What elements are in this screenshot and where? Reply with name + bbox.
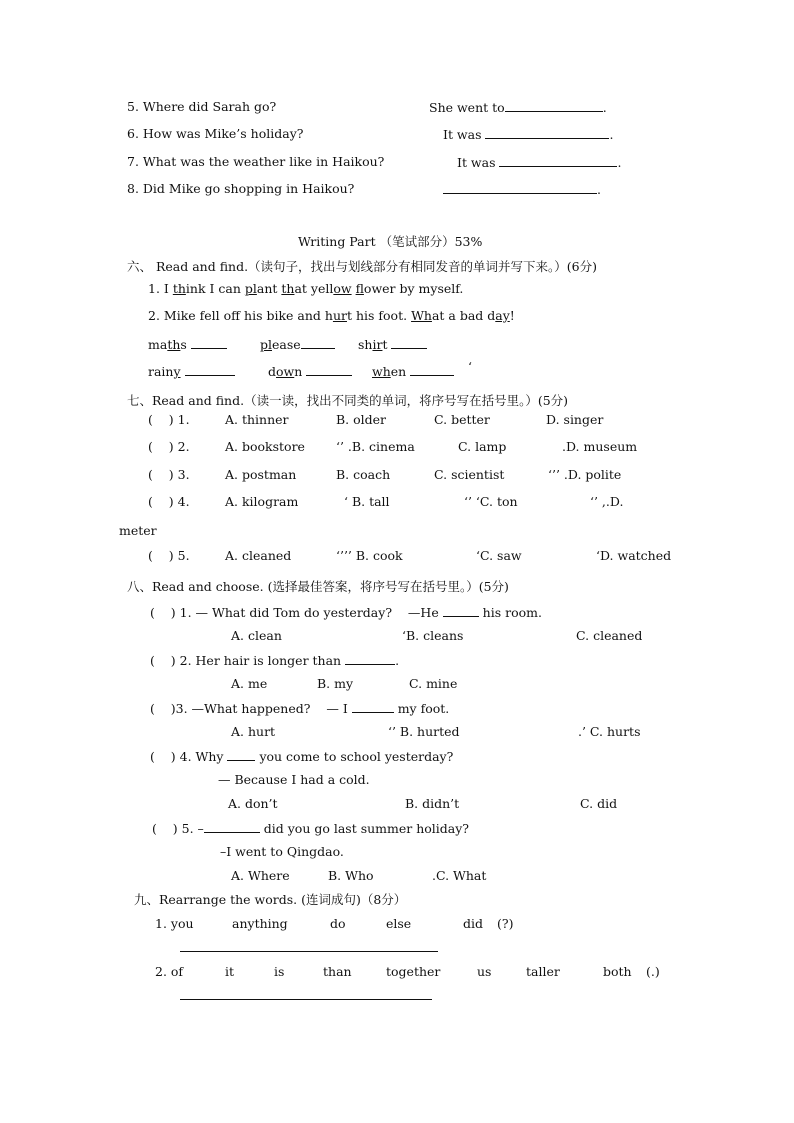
- answer-blank[interactable]: [410, 363, 454, 376]
- s8-question-3: ( )3. —What happened? — I my foot.: [150, 701, 450, 716]
- s9-r2-word: than: [323, 964, 352, 979]
- word-down: down: [268, 363, 352, 380]
- s7-row-5-b: ‘’’’ B. cook: [336, 548, 403, 563]
- s7-row-5-paren[interactable]: ( ) 5.: [148, 548, 190, 563]
- stray-mark: ‘: [468, 359, 472, 374]
- answer-blank[interactable]: [485, 126, 609, 139]
- s8-q4-b: B. didn’t: [405, 796, 460, 811]
- section-8-title: 八、Read and choose. (选择最佳答案，将序号写在括号里。）(5分): [127, 579, 509, 594]
- s8-q1-b: ‘B. cleans: [402, 628, 464, 643]
- s9-r2-word: together: [386, 964, 441, 979]
- section-6-sentence-1: 1. I think I can plant that yellow flower by myself.: [148, 281, 464, 296]
- answer-blank[interactable]: [505, 99, 603, 112]
- s7-row-4-d: ‘’ ,.D.: [590, 494, 624, 509]
- s8-q5-answer-line: –I went to Qingdao.: [220, 844, 344, 859]
- s8-q5-b: B. Who: [328, 868, 374, 883]
- s9-r1-word: else: [386, 916, 412, 931]
- s8-question-5: ( ) 5. – did you go last summer holiday?: [152, 821, 470, 836]
- s7-row-2-paren[interactable]: ( ) 2.: [148, 439, 190, 454]
- s8-q5-c: .C. What: [432, 868, 487, 883]
- s9-r2-word: both: [603, 964, 632, 979]
- s7-row-4-a: A. kilogram: [225, 494, 299, 509]
- s7-row-2-c: C. lamp: [458, 439, 507, 454]
- s9-r1-word: anything: [232, 916, 288, 931]
- s7-row-3-b: B. coach: [336, 467, 391, 482]
- s8-q3-b: ‘’ B. hurted: [388, 724, 460, 739]
- section-6-sentence-2: 2. Mike fell off his bike and hurt his foot. What a bad day!: [148, 308, 515, 323]
- s7-row-1-b: B. older: [336, 412, 387, 427]
- section-9-title: 九、Rearrange the words. (连词成句)（8分）: [134, 892, 407, 907]
- answer-blank[interactable]: [204, 820, 260, 833]
- s7-row-3-c: C. scientist: [434, 467, 505, 482]
- s9-r2-word: is: [274, 964, 285, 979]
- s9-r2-word: it: [225, 964, 235, 979]
- s7-row-3-paren[interactable]: ( ) 3.: [148, 467, 190, 482]
- s7-row-1-c: C. better: [434, 412, 490, 427]
- s7-row-4-b: ‘ B. tall: [344, 494, 390, 509]
- s7-row-4-c: ‘’ ‘C. ton: [464, 494, 518, 509]
- question-8: 8. Did Mike go shopping in Haikou?: [127, 181, 355, 196]
- s7-row-5-c: ‘C. saw: [476, 548, 522, 563]
- section-7-title: 七、Read and find.（读一读，找出不同类的单词，将序号写在括号里。）(5分): [127, 393, 569, 408]
- section-6-title: 六、 Read and find.（读句子，找出与划线部分有相同发音的单词并写下来。）(6分): [127, 259, 598, 274]
- s9-r1-word: do: [330, 916, 346, 931]
- s9-r2-word: us: [477, 964, 492, 979]
- writing-part-title: Writing Part （笔试部分）53%: [298, 234, 483, 249]
- s9-r2-word: taller: [526, 964, 560, 979]
- s8-q4-answer-line: — Because I had a cold.: [218, 772, 370, 787]
- word-please: please: [260, 336, 335, 353]
- s7-row-3-a: A. postman: [225, 467, 297, 482]
- s8-q4-a: A. don’t: [228, 796, 278, 811]
- s9-r2-word: (.): [646, 964, 660, 979]
- s9-r2-word: 2. of: [155, 964, 184, 979]
- answer-line-2[interactable]: [180, 999, 432, 1000]
- word-rainy: rainy: [148, 363, 235, 380]
- answer-blank[interactable]: [499, 154, 617, 167]
- answer-blank[interactable]: [301, 336, 335, 349]
- answer-blank[interactable]: [443, 181, 597, 194]
- answer-6: It was .: [443, 127, 614, 142]
- answer-8: .: [443, 181, 601, 198]
- answer-blank[interactable]: [443, 604, 479, 617]
- s7-row-4-paren[interactable]: ( ) 4.: [148, 494, 190, 509]
- s8-q2-a: A. me: [231, 676, 268, 691]
- s8-q2-b: B. my: [317, 676, 354, 691]
- answer-line-1[interactable]: [180, 951, 438, 952]
- s8-question-1: ( ) 1. — What did Tom do yesterday? —He his room.: [150, 605, 542, 620]
- answer-blank[interactable]: [191, 336, 227, 349]
- word-when: when: [372, 363, 454, 380]
- s7-row-5-a: A. cleaned: [225, 548, 292, 563]
- s8-q1-a: A. clean: [231, 628, 282, 643]
- s8-question-4: ( ) 4. Why you come to school yesterday?: [150, 749, 454, 764]
- s8-q2-c: C. mine: [409, 676, 458, 691]
- s9-r1-word: 1. you: [155, 916, 194, 931]
- s8-q3-c: .’ C. hurts: [578, 724, 641, 739]
- s8-q4-c: C. did: [580, 796, 618, 811]
- s9-r1-word: (?): [497, 916, 514, 931]
- s8-q3-a: A. hurt: [231, 724, 276, 739]
- s7-row-2-d: .D. museum: [562, 439, 638, 454]
- s7-row-1-paren[interactable]: ( ) 1.: [148, 412, 190, 427]
- answer-blank[interactable]: [345, 652, 395, 665]
- answer-blank[interactable]: [227, 748, 255, 761]
- s7-row-1-a: A. thinner: [225, 412, 289, 427]
- s7-row-2-a: A. bookstore: [225, 439, 305, 454]
- s7-row-2-b: ‘’ .B. cinema: [336, 439, 415, 454]
- answer-5: She went to .: [429, 100, 607, 115]
- word-shirt: shirt: [358, 336, 427, 353]
- s8-question-2: ( ) 2. Her hair is longer than .: [150, 653, 400, 668]
- answer-blank[interactable]: [352, 700, 394, 713]
- s8-q5-a: A. Where: [231, 868, 290, 883]
- question-7: 7. What was the weather like in Haikou?: [127, 154, 385, 169]
- s8-q1-c: C. cleaned: [576, 628, 643, 643]
- answer-blank[interactable]: [185, 363, 235, 376]
- s7-row-1-d: D. singer: [546, 412, 604, 427]
- question-6: 6. How was Mike’s holiday?: [127, 126, 304, 141]
- answer-7: It was .: [457, 155, 622, 170]
- answer-blank[interactable]: [391, 336, 427, 349]
- s7-row-3-d: ‘’’ .D. polite: [548, 467, 622, 482]
- s7-row-5-d: ‘D. watched: [596, 548, 672, 563]
- s9-r1-word: did: [463, 916, 484, 931]
- question-5: 5. Where did Sarah go?: [127, 99, 277, 114]
- word-maths: maths: [148, 336, 227, 353]
- answer-blank[interactable]: [306, 363, 352, 376]
- s7-row-4-wrap: meter: [119, 523, 157, 538]
